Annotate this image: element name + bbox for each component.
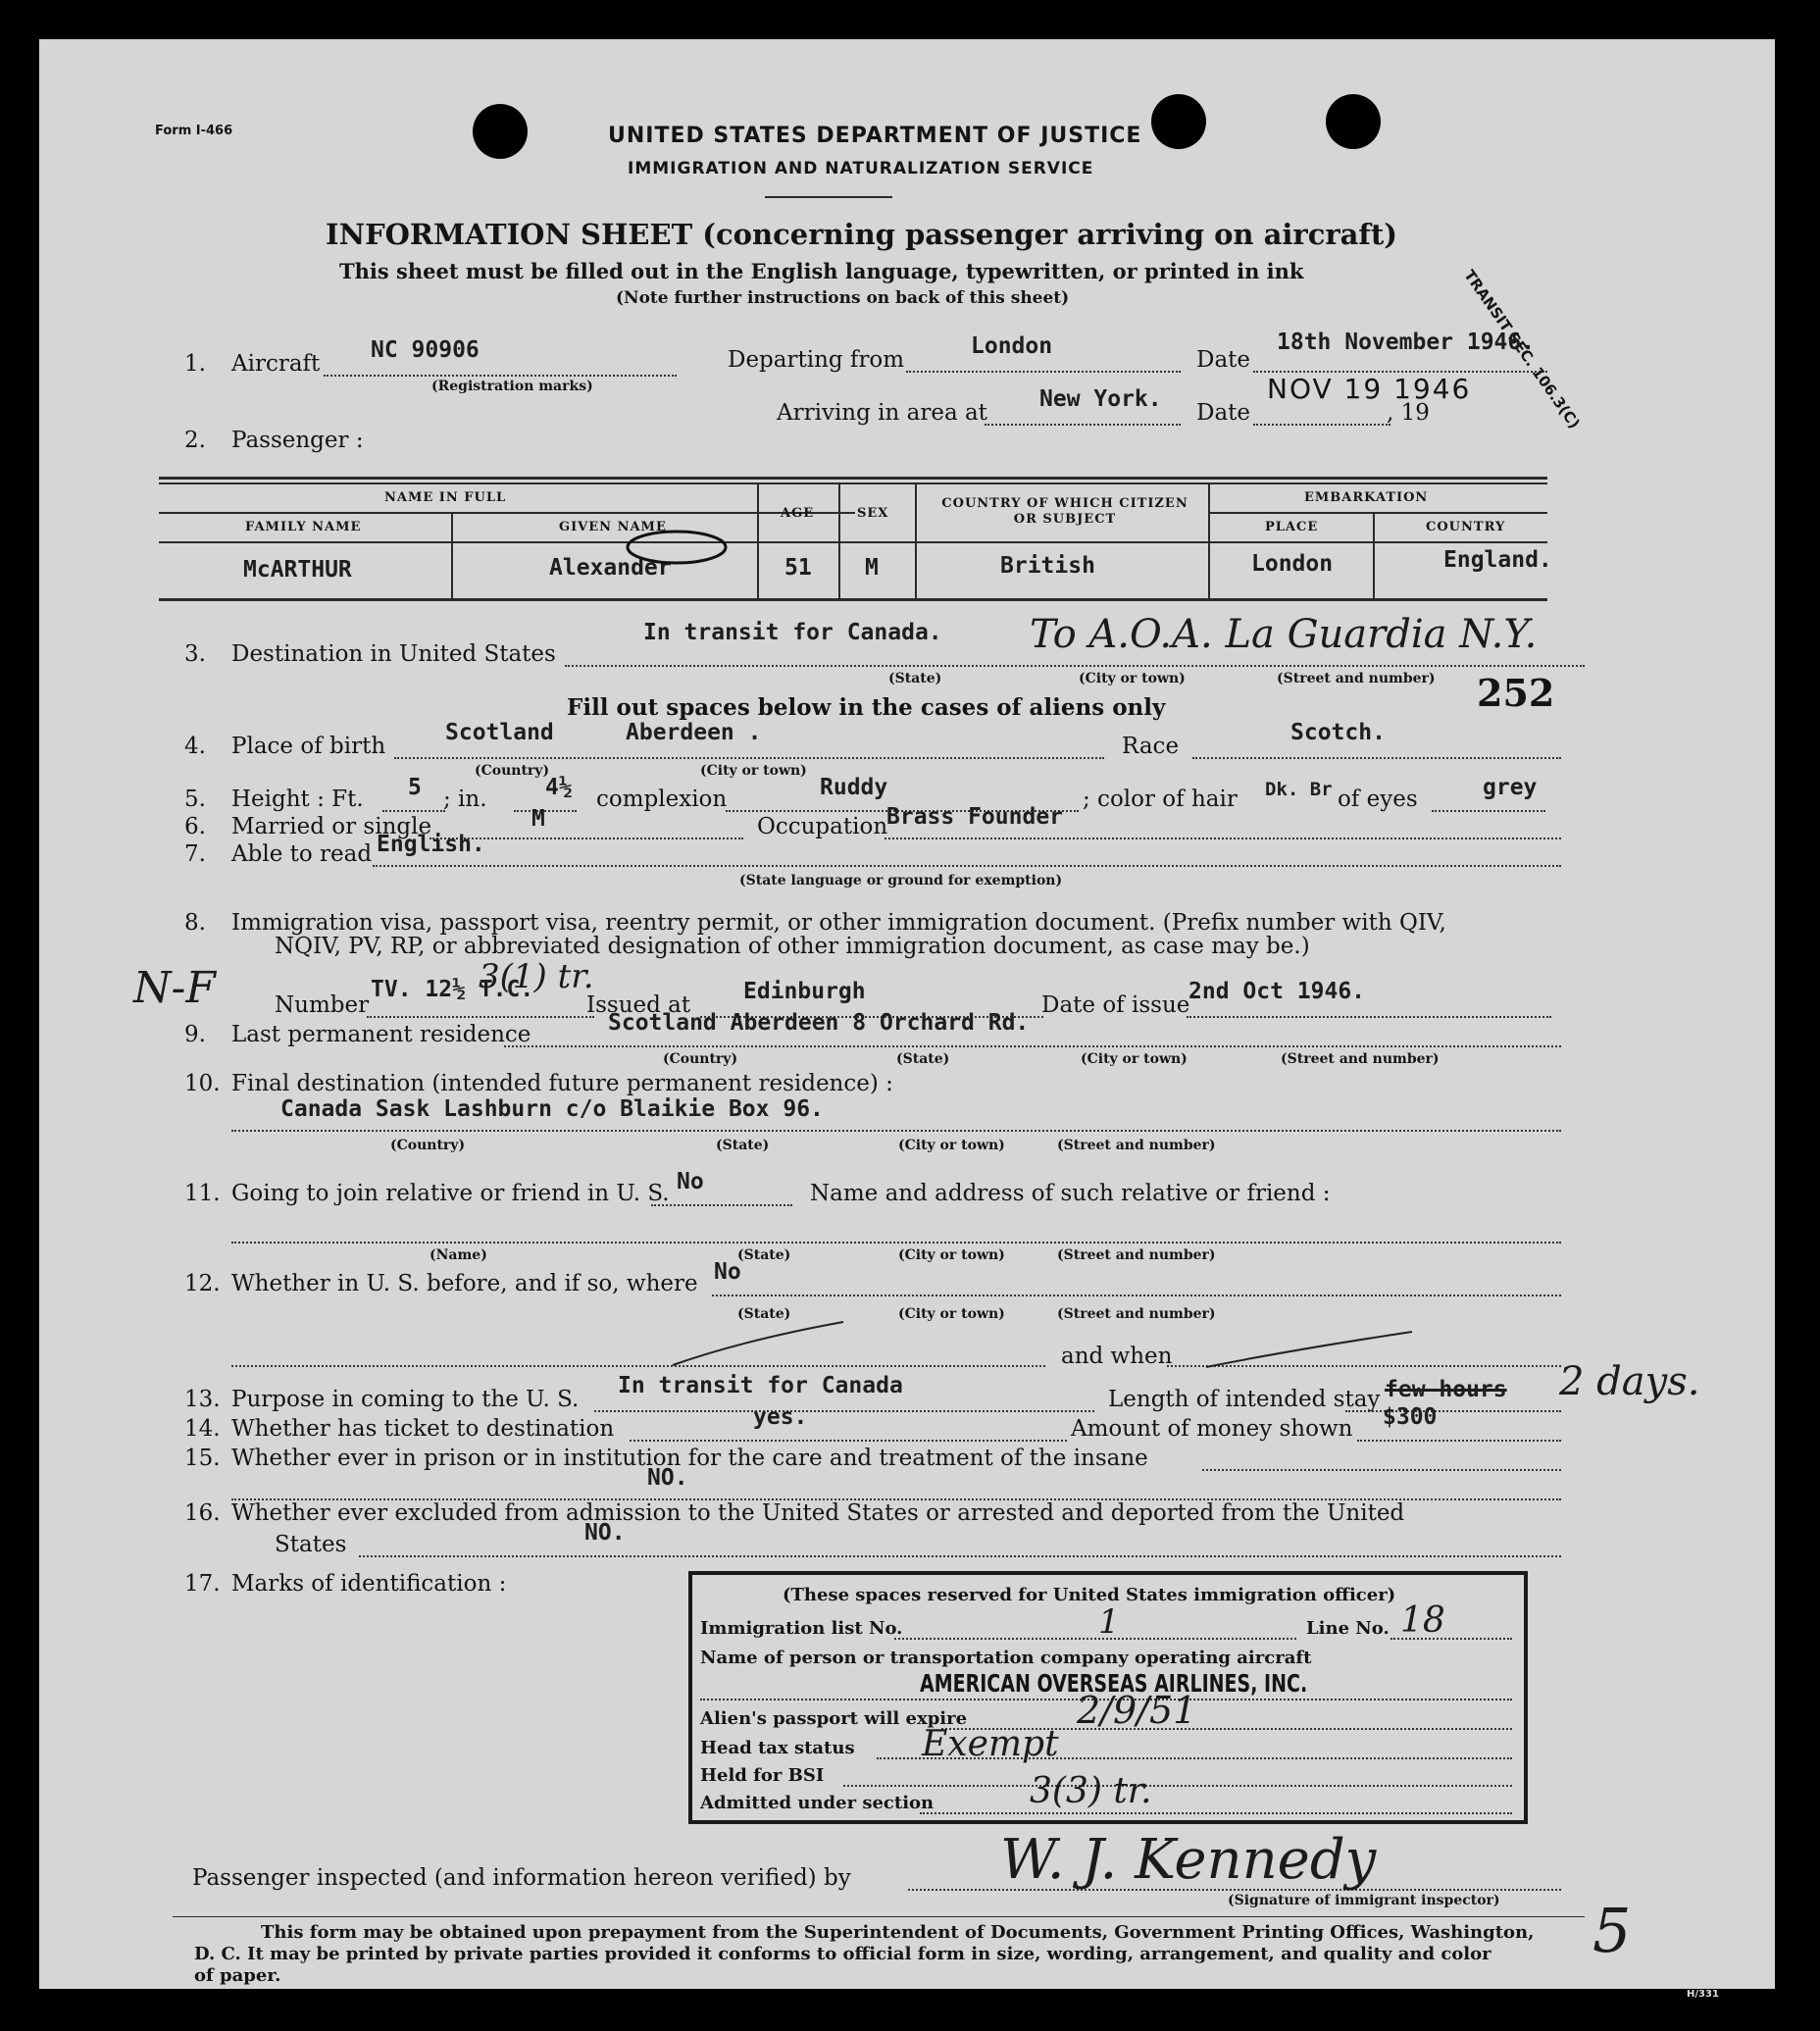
citizen-value: British [1000,553,1095,579]
read-value: English. [377,832,485,857]
birth-city-value: Aberdeen . [626,720,762,745]
column-header: FAMILY NAME [245,520,362,534]
married-label: Married or single [231,814,432,839]
item-number: 17. [184,1571,221,1597]
transit-stamp: TRANSIT SEC. 106.3(C) [1460,267,1584,432]
destination-handwritten: To A.O.A. La Guardia N.Y. [1030,612,1538,657]
column-header: COUNTRY OF WHICH CITIZEN OR SUBJECT [941,496,1188,527]
field-line [1187,1016,1551,1018]
aircraft-label: Aircraft [231,351,321,377]
caption: (Street and number) [1277,671,1436,686]
item-number: 11. [184,1181,221,1206]
field-line [594,1410,1094,1412]
ticket-value: yes. [753,1404,808,1430]
footer-text: of paper. [194,1965,281,1986]
field-line [394,757,1104,759]
previous-visit-label: Whether in U. S. before, and if so, where [231,1271,698,1296]
field-line [630,1440,1067,1442]
list-label: Immigration list No. [700,1618,903,1639]
column-header: SEX [857,506,889,521]
officer-box-title: (These spaces reserved for United States immigration officer) [783,1585,1396,1605]
list-value: 1 [1098,1602,1120,1642]
line-value: 18 [1400,1600,1445,1641]
form-code: H/331 [1687,1989,1719,2000]
field-line [894,1638,1296,1640]
departing-label: Departing from [728,347,905,373]
punch-hole [473,104,528,159]
field-line [373,865,1561,867]
inspection-label: Passenger inspected (and information hereon verified) by [192,1865,851,1891]
height-label: Height : Ft. [231,787,364,812]
purpose-label: Purpose in coming to the U. S. [231,1387,580,1412]
column-header: EMBARKATION [1304,490,1429,505]
passport-expiry-label: Alien's passport will expire [700,1708,968,1729]
item-number: 3. [184,641,206,667]
residence-label: Last permanent residence [231,1022,531,1047]
item-number: 6. [184,814,206,839]
caption: (State) [737,1306,791,1322]
departing-date: 18th November 1946. [1277,330,1536,355]
field-line [324,375,677,377]
visa-number-handwritten: 3(1) tr. [479,957,594,996]
family-name-value: McARTHUR [243,557,352,583]
caption: (City or town) [898,1247,1005,1263]
field-line [504,1045,1561,1047]
excluded-label: Whether ever excluded from admission to the United States or arrested and deported from the United [231,1500,1405,1526]
field-line [231,1130,1561,1132]
field-line [885,838,1561,839]
final-destination-label: Final destination (intended future permanent residence) : [231,1071,893,1096]
field-line [514,810,577,812]
excluded-label-2: States [275,1532,347,1557]
column-header: GIVEN NAME [559,520,667,534]
item-number: 1. [184,351,206,377]
column-header: PLACE [1265,520,1319,534]
residence-value: Scotland Aberdeen 8 Orchard Rd. [608,1010,1030,1036]
caption: (Country) [663,1051,738,1067]
caption: (Signature of immigrant inspector) [1228,1893,1500,1908]
field-line [565,665,1585,667]
eyes-label: of eyes [1338,787,1418,812]
caption: (Country) [390,1138,466,1153]
strike-lines [667,1271,1569,1379]
field-line [651,1204,792,1206]
caption: (City or town) [1079,671,1186,686]
birth-country-value: Scotland [445,720,554,745]
field-line [367,1016,594,1018]
header-divider [765,196,892,198]
caption: (State language or ground for exemption) [739,873,1063,889]
join-relative-label: Going to join relative or friend in U. S. [231,1181,670,1206]
field-line [1357,1440,1561,1442]
caption: (Registration marks) [431,379,593,394]
field-line [985,424,1181,426]
head-tax-label: Head tax status [700,1738,855,1758]
final-destination-value: Canada Sask Lashburn c/o Blaikie Box 96. [280,1096,824,1122]
form-note: (Note further instructions on back of this sheet) [616,288,1070,308]
join-relative-value: No [677,1169,704,1194]
item-number: 15. [184,1446,221,1471]
head-tax-value: Exempt [922,1724,1059,1764]
inch-label: ; in. [443,787,487,812]
item-number: 2. [184,428,206,453]
hair-label: ; color of hair [1083,787,1238,812]
service-name: IMMIGRATION AND NATURALIZATION SERVICE [628,159,1094,178]
caption: (State) [896,1051,950,1067]
form-paper [39,39,1775,2000]
item-number: 9. [184,1022,206,1047]
caption: (City or town) [1081,1051,1188,1067]
item-number: 14. [184,1416,221,1442]
field-line [359,1555,1561,1557]
page-number-stamp: 252 [1477,671,1555,715]
caption: (Country) [475,763,550,779]
item-number: 10. [184,1071,221,1096]
passport-expiry-value: 2/9/51 [1077,1689,1197,1732]
punch-hole [1326,94,1381,149]
caption: (State) [888,671,942,686]
issued-value: Edinburgh [743,979,866,1004]
complexion-label: complexion [596,787,728,812]
item-number: 8. [184,910,206,936]
caption: (Street and number) [1057,1247,1216,1263]
footer-text: D. C. It may be printed by private parties provided it conforms to official form in size, wording, arrangement, and quality and color [194,1944,1491,1964]
read-label: Able to read [231,841,373,867]
occupation-value: Brass Founder [886,804,1064,830]
complexion-value: Ruddy [820,775,888,800]
operator-stamp: AMERICAN OVERSEAS AIRLINES, INC. [920,1669,1308,1699]
date-suffix: , 19 [1387,400,1430,426]
embark-country-value: England. [1443,547,1552,573]
aircraft-value: NC 90906 [371,337,480,363]
race-value: Scotch. [1290,720,1386,745]
destination-typed: In transit for Canada. [643,620,942,645]
caption: (State) [737,1247,791,1263]
race-label: Race [1122,734,1180,759]
age-value: 51 [784,555,812,581]
circle-mark-icon [618,524,735,571]
arriving-value: New York. [1039,386,1162,412]
footer-text: This form may be obtained upon prepayment from the Superintendent of Documents, Government Printing Offices, Washington, [261,1922,1535,1943]
field-line [843,1785,1512,1787]
field-line [231,1242,1561,1244]
field-line [1345,1410,1561,1412]
caption: (Street and number) [1281,1051,1440,1067]
visa-label-2: NQIV, PV, RP, or abbreviated designation of other immigration document, as case may be.) [275,934,1310,959]
purpose-value: In transit for Canada [618,1373,903,1398]
stay-label: Length of intended stay [1108,1387,1381,1412]
eyes-value: grey [1483,775,1538,800]
ticket-label: Whether has ticket to destination [231,1416,615,1442]
caption: (State) [716,1138,770,1153]
sex-value: M [865,555,879,581]
field-line [1432,810,1545,812]
caption: (City or town) [898,1138,1005,1153]
number-label: Number [275,992,370,1018]
column-header: NAME IN FULL [384,490,507,505]
money-value: $300 [1383,1404,1438,1430]
caption: (Name) [430,1247,487,1263]
visa-label: Immigration visa, passport visa, reentry permit, or other immigration document. (Prefix number with QIV, [231,910,1446,936]
caption: (Street and number) [1057,1138,1216,1153]
excluded-value: NO. [584,1520,626,1546]
married-value: M [531,806,545,832]
visa-number-value: TV. 12½ T.C. [371,977,534,1002]
column-header: COUNTRY [1426,520,1506,534]
hair-value: Dk. Br [1265,779,1333,800]
departing-value: London [971,333,1053,359]
item-number: 5. [184,787,206,812]
form-number: Form I-466 [155,124,233,138]
field-line [920,1812,1512,1814]
item-number: 13. [184,1387,221,1412]
issued-label: Issued at [586,992,691,1018]
prison-value: NO. [647,1465,688,1491]
form-subtitle: This sheet must be filled out in the English language, typewritten, or printed in ink [339,259,1304,283]
caption: (Street and number) [1057,1306,1216,1322]
money-label: Amount of money shown [1071,1416,1353,1442]
caption: (City or town) [898,1306,1005,1322]
height-ft-value: 5 [408,775,422,800]
issue-date-label: Date of issue [1041,992,1190,1018]
field-line [1192,757,1561,759]
stay-handwritten: 2 days. [1559,1359,1700,1404]
agency-name: UNITED STATES DEPARTMENT OF JUSTICE [608,124,1142,148]
item-number: 12. [184,1271,221,1296]
field-line [1253,424,1390,426]
punch-hole [1151,94,1206,149]
relative-name-label: Name and address of such relative or friend : [810,1181,1331,1206]
and-when-label: and when [1061,1344,1173,1369]
arrival-date-stamp: NOV 19 1946 [1267,373,1472,405]
issue-date-value: 2nd Oct 1946. [1188,979,1366,1004]
height-in-value: 4½ [545,775,573,800]
item-number: 4. [184,734,206,759]
item-number: 7. [184,841,206,867]
bsi-label: Held for BSI [700,1765,825,1786]
arriving-label: Arriving in area at [777,400,987,426]
field-line [382,810,445,812]
caption: (City or town) [700,763,807,779]
line-label: Line No. [1306,1618,1390,1639]
birthplace-label: Place of birth [231,734,386,759]
destination-label: Destination in United States [231,641,556,667]
officer-box [688,1571,1528,1824]
item-number: 16. [184,1500,221,1526]
aliens-note: Fill out spaces below in the cases of aliens only [567,694,1166,721]
field-line [906,371,1181,373]
form-title: INFORMATION SHEET (concerning passenger arriving on aircraft) [326,218,1398,251]
section-label: Admitted under section [700,1793,935,1813]
prison-label: Whether ever in prison or in institution for the care and treatment of the insane [231,1446,1148,1471]
occupation-label: Occupation [757,814,888,839]
passenger-label: Passenger : [231,428,364,453]
section-value: 3(3) tr. [1030,1771,1152,1811]
page-mark: 5 [1592,1895,1632,1966]
previous-visit-value: No [714,1259,741,1285]
date-label: Date [1196,347,1251,373]
margin-note: N-F [133,963,216,1013]
given-name-value: Alexander [549,555,672,581]
field-line [1202,1469,1561,1471]
footer-divider [173,1916,1585,1917]
operator-label: Name of person or transportation company operating aircraft [700,1648,1312,1668]
date-label: Date [1196,400,1251,426]
identification-label: Marks of identification : [231,1571,507,1597]
inspector-signature: W. J. Kennedy [1000,1828,1377,1892]
column-header: AGE [781,506,815,521]
stay-crossed-value: few hours [1385,1377,1507,1402]
embark-place-value: London [1251,551,1334,577]
